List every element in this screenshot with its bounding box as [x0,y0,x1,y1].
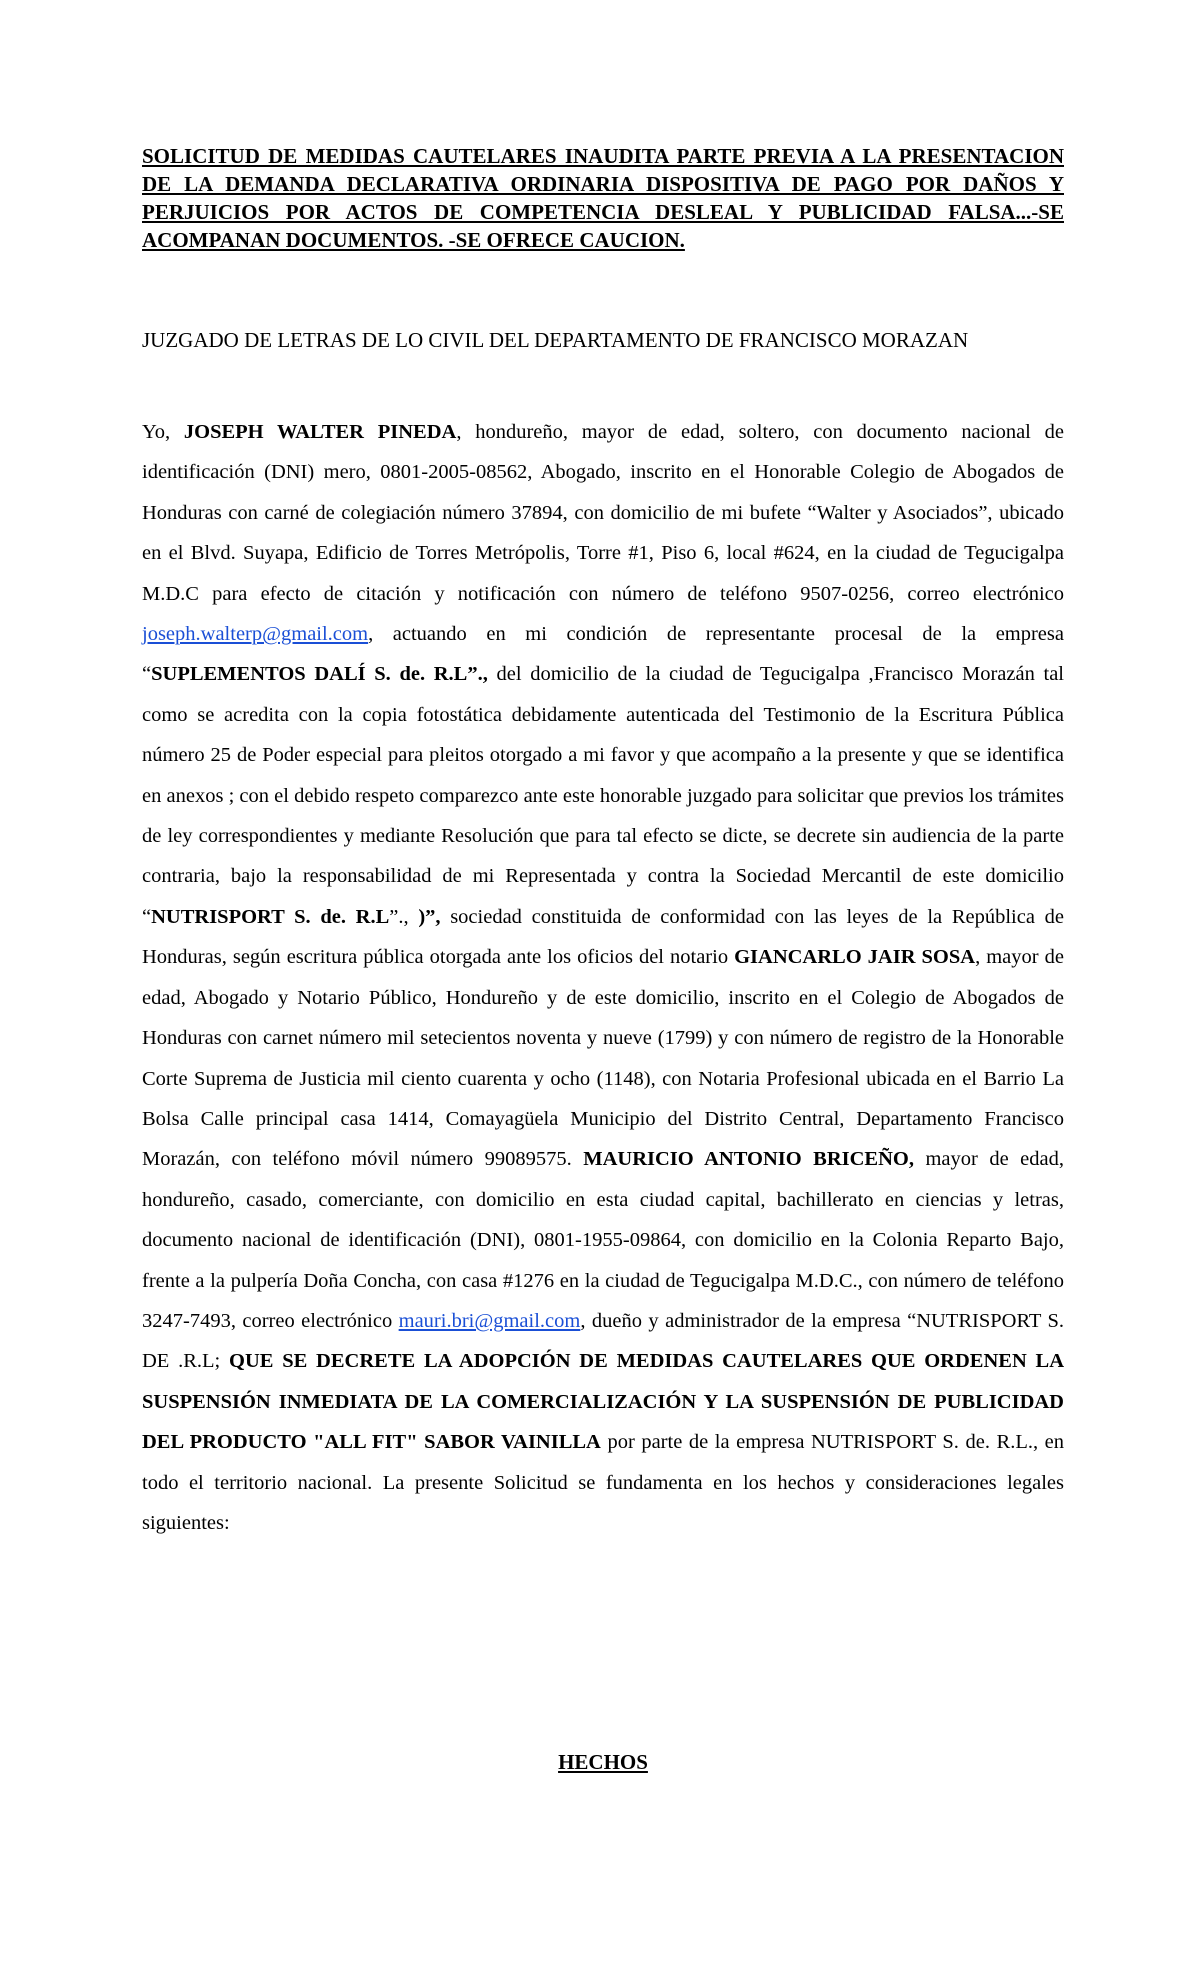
defendant-company-name: NUTRISPORT S. de. R.L [151,905,390,928]
body-text-segment: , dueño y administrador de la empresa “NUTRISPORT S. DE .R.L; [142,1309,1064,1373]
body-text-segment: mayor de edad, hondureño, casado, comerciante, con domicilio en esta ciudad capital, bachillerato en ciencias y letras, documento nacional de identificación (DNI), 0801-1955-09864, con domicilio en la Colonia Reparto Bajo, frente a la pulpería Doña Concha, con casa #1276 en la ciudad de Tegucigalpa M.D.C., con número de teléfono 3247-7493, correo electrónico [142,1148,1064,1332]
body-text-segment: sociedad constituida de conformidad con las leyes de la República de Honduras, según escritura pública otorgada ante los oficios del notario [142,905,1064,969]
body-paragraph [142,412,1064,1543]
client-company-name: SUPLEMENTOS DALÍ S. de. R.L”., [151,663,488,686]
attorney-email-link[interactable]: joseph.walterp@gmail.com [142,623,369,646]
body-text-segment: , actuando en mi condición de representante procesal de la empresa “ [142,623,1064,686]
body-text-segment: , hondureño, mayor de edad, soltero, con documento nacional de identificación (DNI) mero, 0801-2005-08562, Abogado, inscrito en el Honorable Colegio de Abogados de Honduras con carné de colegiación número 37894, con domicilio de mi bufete “Walter y Asociados”, ubicado en el Blvd. Suyapa, Edificio de Torres Metrópolis, Torre #1, Piso 6, local #624, en la ciudad de Tegucigalpa M.D.C para efecto de citación y notificación con número de teléfono 9507-0256, correo electrónico [142,421,1064,605]
body-text-segment: , mayor de edad, Abogado y Notario Público, Hondureño y de este domicilio, inscrito en el Colegio de Abogados de Honduras con carnet número mil setecientos noventa y nueve (1799) y con número de registro de la Honorable Corte Suprema de Justicia mil ciento cuarenta y ocho (1148), con Notaria Profesional ubicada en el Barrio La Bolsa Calle principal casa 1414, Comayagüela Municipio del Distrito Central, Departamento Francisco Morazán, con teléfono móvil número 99089575. [142,946,1064,1171]
document-title: SOLICITUD DE MEDIDAS CAUTELARES INAUDITA PARTE PREVIA A LA PRESENTACION DE LA DEMANDA DECLARATIVA ORDINARIA DISPOSITIVA DE PAGO POR DAÑOS Y PERJUICIOS POR ACTOS DE COMPETENCIA DESLEAL Y PUBLICIDAD FALSA...-SE ACOMPANAN DOCUMENTOS. -SE OFRECE CAUCION. [142,144,1064,252]
request-statement: QUE SE DECRETE LA ADOPCIÓN DE MEDIDAS CAUTELARES QUE ORDENEN LA SUSPENSIÓN INMEDIATA DE LA COMERCIALIZACIÓN Y LA SUSPENSIÓN DE PUBLICIDAD DEL PRODUCTO "ALL FIT" SABOR VAINILLA [142,1350,1064,1454]
notary-name: GIANCARLO JAIR SOSA [734,946,976,969]
body-text-segment: del domicilio de la ciudad de Tegucigalpa ,Francisco Morazán tal como se acredita con la copia fotostática debidamente autenticada del Testimonio de la Escritura Pública número 25 de Poder especial para pleitos otorgado a mi favor y que acompaño a la presente y que se identifica en anexos ; con el debido respeto comparezco ante este honorable juzgado para solicitar que previos los trámites de ley correspondientes y mediante Resolución que para tal efecto se dicte, se decrete sin audiencia de la parte contraria, bajo la responsabilidad de mi Representada y contra la Sociedad Mercantil de este domicilio “ [142,663,1064,928]
attorney-name: JOSEPH WALTER PINEDA [183,421,457,443]
owner-name: MAURICIO ANTONIO BRICEÑO, [583,1148,914,1171]
body-text-segment: Yo, [142,421,184,443]
court-heading: JUZGADO DE LETRAS DE LO CIVIL DEL DEPARTAMENTO DE FRANCISCO MORAZAN [142,328,969,352]
body-text-segment: ”., [389,905,419,928]
owner-email-link[interactable]: mauri.bri@gmail.com [398,1309,581,1332]
body-text-segment: por parte de la empresa NUTRISPORT S. de. R.L., en todo el territorio nacional. La presente Solicitud se fundamenta en los hechos y consideraciones legales siguientes: [142,1431,1064,1534]
bold-punctuation: )”, [418,905,441,928]
section-heading-hechos: HECHOS [558,1750,648,1774]
